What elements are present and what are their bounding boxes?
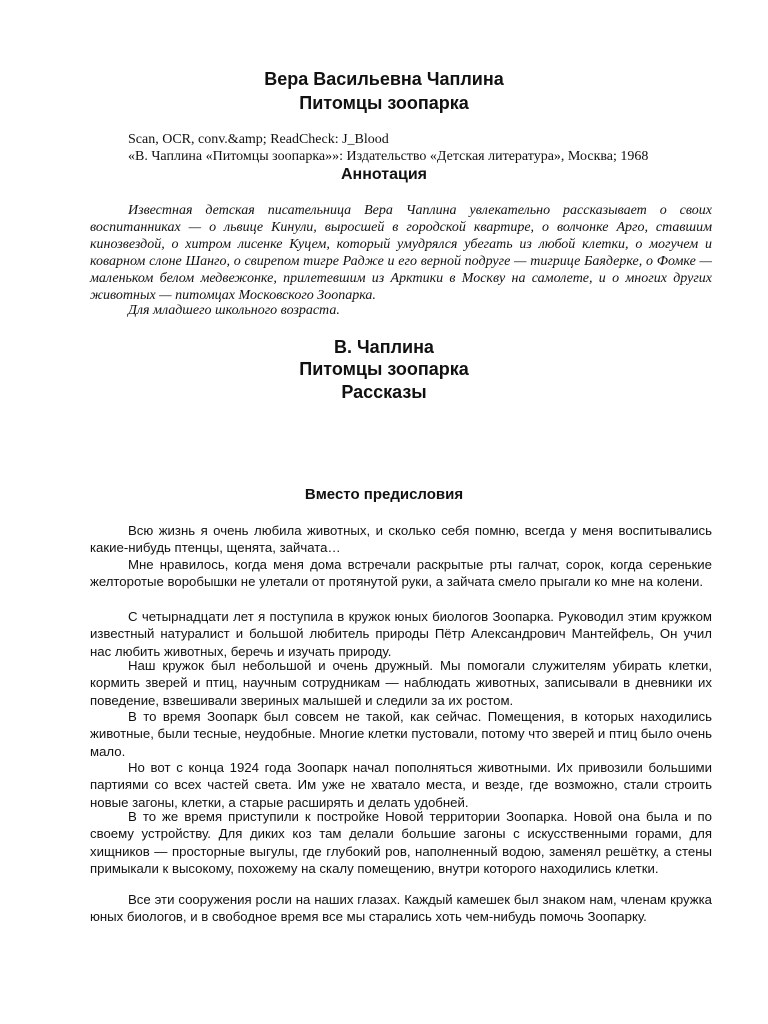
- body-paragraph: Всю жизнь я очень любила животных, и сколько себя помню, всегда у меня воспитывались какие-нибудь птенцы, щенята, зайчата…: [90, 523, 712, 556]
- body-paragraph: Наш кружок был небольшой и очень дружный. Мы помогали служителям убирать клетки, кормить зверей и птиц, научным сотрудникам — наблюдать животных, записывали в дневники их поведение, взвешивали звериных малышей и следили за их ростом.: [90, 658, 712, 708]
- book-title: Питомцы зоопарка: [299, 359, 469, 379]
- body-paragraph: Все эти сооружения росли на наших глазах. Каждый камешек был знаком нам, членам кружка юных биологов, и в свободное время все мы старались хоть чем-нибудь помочь Зоопарку.: [90, 892, 712, 925]
- body-paragraph: Мне нравилось, когда меня дома встречали раскрытые рты галчат, сорок, когда серенькие желторотые воробышки не улетали от протянутой руки, а зайчата смело прыгали ко мне на колени.: [90, 557, 712, 590]
- publication-info: «В. Чаплина «Питомцы зоопарка»»: Издательство «Детская литература», Москва; 1968: [128, 149, 649, 164]
- book-subtitle: Рассказы: [341, 382, 427, 402]
- book-author: В. Чаплина: [334, 337, 434, 357]
- section-heading: Вместо предисловия: [304, 486, 464, 503]
- body-paragraph: В то время Зоопарк был совсем не такой, как сейчас. Помещения, в которых находились животные, были тесные, неудобные. Многие клетки пустовали, потому что зверей и птиц было очень мало.: [90, 709, 712, 759]
- document-title: Питомцы зоопарка: [299, 93, 469, 113]
- body-paragraph: В то же время приступили к постройке Новой территории Зоопарка. Новой она была и по своему устройству. Для диких коз там делали большие загоны с искусственными горами, для хищников — просторные выгулы, где глубокий ров, наполненный водою, заменял решётку, а стены примыкали к высокому, похожему на скалу помещению, внутри которого находились клетки.: [90, 809, 712, 877]
- body-paragraph: Но вот с конца 1924 года Зоопарк начал пополняться животными. Их привозили большими партиями со всех частей света. Им уже не хватало места, и везде, где возможно, стали строить новые загоны, клетки, а старые расширять и делать удобней.: [90, 760, 712, 810]
- annotation-heading: Аннотация: [341, 166, 427, 183]
- body-paragraph: С четырнадцати лет я поступила в кружок юных биологов Зоопарка. Руководил этим кружком известный натуралист и большой любитель природы Пётр Александрович Мантейфель, Он учил нас любить животных, беречь и изучать природу.: [90, 609, 712, 659]
- author-name: Вера Васильевна Чаплина: [264, 69, 504, 89]
- scan-credits: Scan, OCR, conv.&amp; ReadCheck: J_Blood: [128, 132, 389, 147]
- annotation-age-note: Для младшего школьного возраста.: [128, 303, 340, 318]
- annotation-text: Известная детская писательница Вера Чаплина увлекательно рассказывает о своих воспитанниках — о львице Кинули, выросшей в городской квартире, о волчонке Арго, ставшим кинозвездой, о хитром лисенке Куцем, который умудрялся убегать из любой клетки, о могучем и коварном слоне Шанго, о свирепом тигре Радже и его верной подруге — тигрице Баядерке, о Фомке — маленьком белом медвежонке, прилетевшим из Арктики в Москву на самолете, и о многих других животных — питомцах Московского Зоопарка.: [90, 203, 712, 303]
